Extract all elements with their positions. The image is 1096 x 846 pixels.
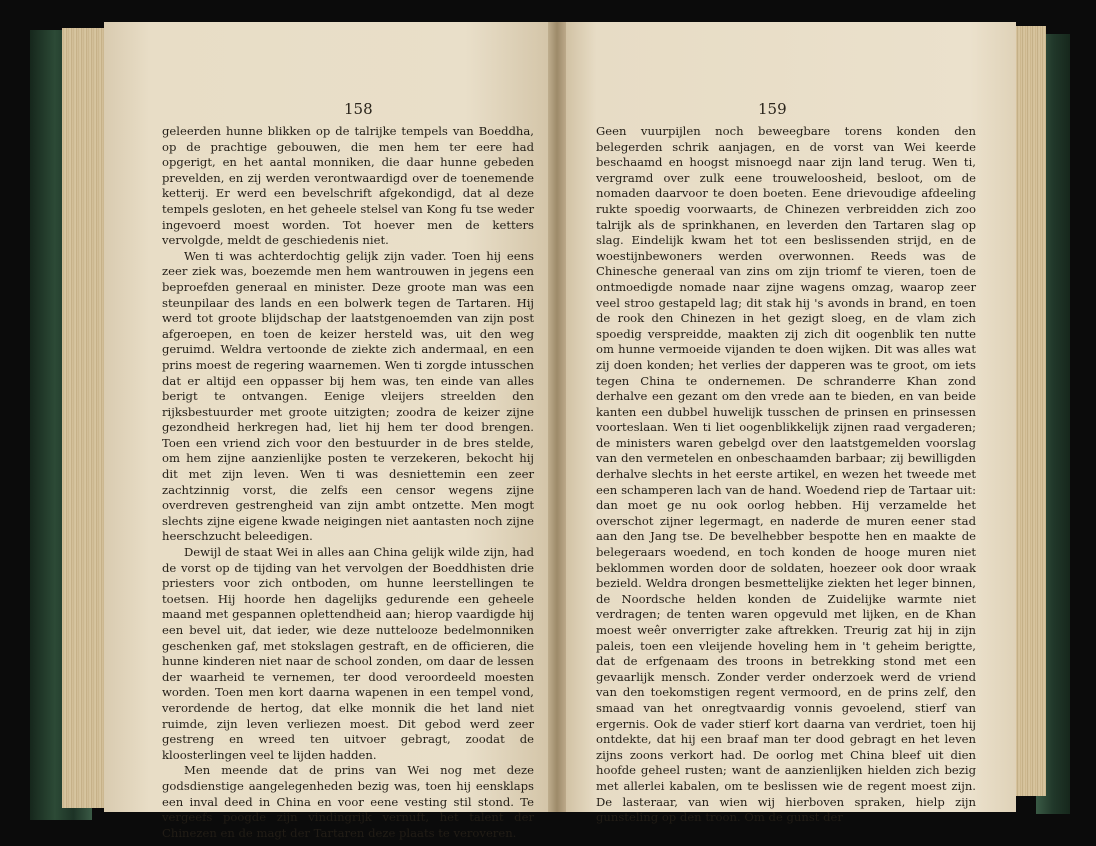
left-page-edges [62, 28, 108, 808]
right-page-text [596, 124, 976, 826]
left-page-text [162, 124, 534, 841]
left-page-number: 158 [344, 100, 373, 118]
right-page [560, 22, 1016, 825]
paragraph: Men meende dat de prins van Wei nog met deze godsdienstige aangelegenheden bezig was, toen hij eensklaps een inval deed in China en voor eene vesting stil stond. Te vergeefs poogde zijn vindingrijk vernuft, het talent der Chinezen en de magt der Tartaren deze plaats te veroveren. [162, 763, 534, 840]
paragraph: geleerden hunne blikken op de talrijke tempels van Boeddha, op de prachtige gebouwen, die men hem ter eere had opgerigt, en het aantal monniken, die daar hunne gebeden prevelden, en zij werden verontwaardigd over de toenemende ketterij. Er werd een bevelschrift afgekondigd, dat al deze tempels gesloten, en het geheele stelsel van Kong fu tse weder ingevoerd moest worden. Tot hoever men de ketters vervolgde, meldt de geschiedenis niet. [162, 124, 534, 248]
paragraph: Dewijl de staat Wei in alles aan China gelijk wilde zijn, had de vorst op de tijding van het vervolgen der Boeddhisten drie priesters voor zich ontboden, om hunne leerstellingen te toetsen. Hij hoorde hen dagelijks gedurende een geheele maand met gespannen oplettendheid aan; hierop vaardigde hij een bevel uit, dat ieder, wie deze nuttelooze bedelmonniken geschenken gaf, met stokslagen gestraft, en de officieren, die hunne kinderen niet naar de school zonden, om daar de lessen der waarheid te vernemen, ter dood veroordeeld moesten worden. Toen men kort daarna wapenen in een tempel vond, verordende de hertog, dat elke monnik die het land niet ruimde, zijn leven verliezen moest. Dit gebod werd zeer gestreng en wreed ten uitvoer gebragt, zoodat de kloosterlingen veel te lijden hadden. [162, 545, 534, 762]
right-page-edges [1012, 26, 1046, 796]
paragraph: Geen vuurpijlen noch beweegbare torens konden den belegerden schrik aanjagen, en de vorst van Wei keerde beschaamd en hoogst misnoegd naar zijn land terug. Wen ti, vergramd over zulk eene trouweloosheid, besloot, om de nomaden daarvoor te doen boeten. Eene drievoudige afdeeling rukte spoedig voorwaarts, de Chinezen verbreidden zich zoo talrijk als de sprinkhanen, en leverden den Tartaren slag op slag. Eindelijk kwam het tot een beslissenden strijd, en de woestijnbewoners werden overwonnen. Reeds was de Chinesche generaal van zins om zijn triomf te vieren, toen de ontmoedigde nomade naar zijne wagens omzag, waarop zeer veel stroo gestapeld lag; dit stak hij 's avonds in brand, en toen de rook den Chinezen in het gezigt sloeg, en de vlam zich spoedig verspreidde, maakten zij zich dit oogenblik ten nutte om hunne vermoeide vijanden te doen wijken. Dit was alles wat zij doen konden; het verlies der dapperen was te groot, om iets tegen China te ondernemen. De schranderre Khan zond derhalve een gezant om den vrede aan te bieden, en van beide kanten een dubbel huwelijk tusschen de prinsen en prinsessen voorteslaan. Wen ti liet oogenblikkelijk zijnen raad vergaderen; de ministers waren gebelgd over den laatstgemelden voorslag van den vermetelen en onbeschaamden barbaar; zij bewilligden derhalve slechts in het eerste artikel, en wezen het tweede met een schamperen lach van de hand. Woedend riep de Tartaar uit: dan moet ge nu ook oorlog hebben. Hij verzamelde het overschot zijner legermagt, en naderde de muren eener stad aan den Jang tse. De bevelhebber bespotte hen en maakte de belegeraars woedend, en toch konden de hooge muren niet beklommen worden door de soldaten, hoezeer ook door wraak bezield. Weldra drongen besmettelijke ziekten het leger binnen, de Noordsche helden konden de Zuidelijke warmte niet verdragen; de tenten waren opgevuld met lijken, en de Khan moest weêr onverrigter zake aftrekken. Treurig zat hij in zijn paleis, toen een vleijende hoveling hem in 't geheim berigtte, dat de erfgenaam des troons in betrekking stond met een gevaarlijk mensch. Zonder verder onderzoek werd de vriend van den toekomstigen regent vermoord, en de prins zelf, den smaad van het onregtvaardig vonnis gevoelend, stierf van ergernis. Ook de vader stierf kort daarna van verdriet, toen hij ontdekte, dat hij een braaf man ter dood gebragt en het leven zijns zoons verkort had. De oorlog met China bleef uit dien hoofde geheel rusten; want de aanzienlijken hielden zich bezig met allerlei kabalen, om te beslissen wie de regent moest zijn. De lasteraar, van wien wij hierboven spraken, hielp zijn gunsteling op den troon. Om de gunst der [596, 124, 976, 825]
right-page-number: 159 [758, 100, 787, 118]
paragraph: Wen ti was achterdochtig gelijk zijn vader. Toen hij eens zeer ziek was, boezemde men hem wantrouwen in jegens een beproefden generaal en minister. Deze groote man was een steunpilaar des lands en een bolwerk tegen de Tartaren. Hij werd tot groote blijdschap der laatstgenoemden van zijn post afgeroepen, en toen de keizer hersteld was, uit den weg geruimd. Weldra vertoonde de ziekte zich andermaal, en een prins moest de regering waarnemen. Wen ti zorgde intusschen dat er altijd een oppasser bij hem was, ten einde van alles berigt te ontvangen. Eenige vleijers streelden den rijksbestuurder met groote uitzigten; zoodra de keizer zijne gezondheid herkregen had, liet hij hem ter dood brengen. Toen een vriend zich voor den bestuurder in de bres stelde, om hem zijne aanzienlijke posten te verzekeren, bekocht hij dit met zijn leven. Wen ti was desniettemin een zeer zachtzinnig vorst, die zelfs een censor wegens zijne overdreven gestrengheid van zijn ambt ontzette. Men mogt slechts zijne eigene kwade neigingen niet aantasten noch zijne heerschzucht beleedigen. [162, 248, 534, 544]
left-page [104, 22, 556, 840]
book-gutter [548, 22, 566, 812]
